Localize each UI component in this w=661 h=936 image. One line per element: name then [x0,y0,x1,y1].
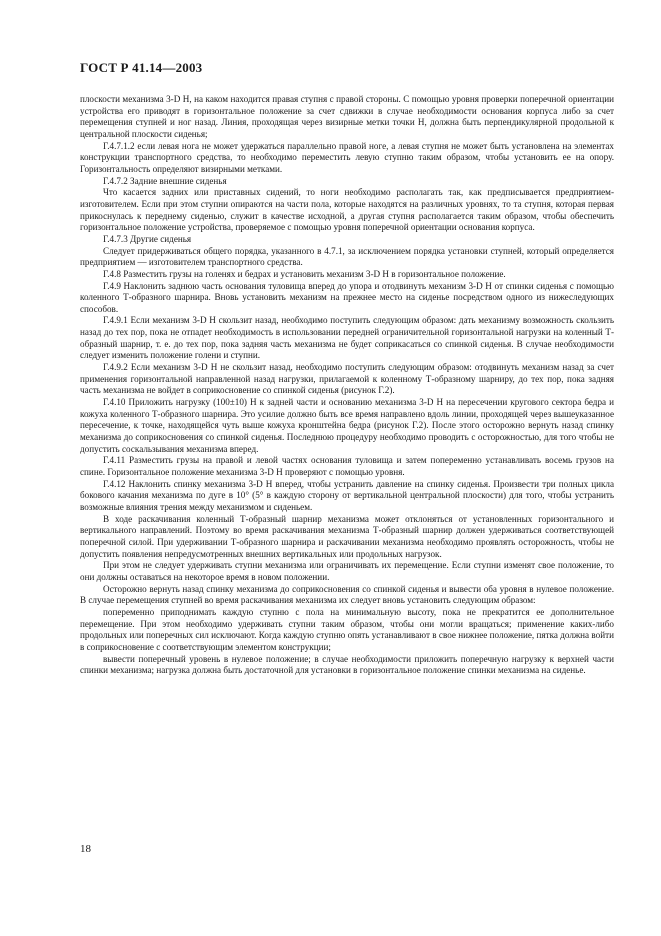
paragraph: Г.4.9.2 Если механизм 3-D Н не скользит назад, необходимо поступить следующим образом: отодвинуть механизм назад за счет применения горизонтальной направленной назад нагрузки, прилагаемой к коленному Т-образному шарниру, до тех пор, пока задняя часть механизма не войдет в соприкосновение со спинкой сиденья (рисунок Г.2). [80,362,614,396]
page-number: 18 [80,843,91,855]
paragraph: Г.4.8 Разместить грузы на голенях и бедрах и установить механизм 3-D Н в горизонтальное положение. [103,268,506,279]
paragraph: Г.4.10 Приложить нагрузку (100±10) Н к задней части и основанию механизма 3-D Н на пересечении кругового сектора бедра и кожуха коленного Т-образного шарнира. Это усилие должно быть все время направлено вдоль линии, проходящей через вышеуказанное пересечение, к точке, находящейся чуть выше кожуха кронштейна бедра (рисунок Г.2). После этого осторожно вернуть назад спинку механизма до соприкосновения со спинкой сиденья. Последнюю процедуру необходимо проводить с осторожностью, для того чтобы не допустить соскальзывания механизма вперед. [80,397,614,454]
paragraph: вывести поперечный уровень в нулевое положение; в случае необходимости приложить поперечную нагрузку к верхней части спинки механизма; нагрузка должна быть достаточной для установки в горизонтальное положение спинки механизма на сиденье. [80,653,614,676]
paragraph: Следует придерживаться общего порядка, указанного в 4.7.1, за исключением порядка установки ступней, который определяется предприятием — изготовителем транспортного средства. [80,245,614,268]
paragraph: Осторожно вернуть назад спинку механизма до соприкосновения со спинкой сиденья и вывести оба уровня в нулевое положение. В случае перемещения ступней во время раскачивания механизма их следует вновь установить следующим образом: [80,583,614,606]
paragraph: Г.4.7.1.2 если левая нога не может удержаться параллельно правой ноге, а левая ступня не может быть установлена на элементах конструкции транспортного средства, то необходимо переместить левую ступню таким образом, чтобы установить ее на опору. Горизонтальность определяют визирными метками. [80,140,614,174]
paragraph: плоскости механизма 3-D Н, на каком находится правая ступня с правой стороны. С помощью уровня проверки поперечной ориентации устройства его приводят в горизонтальное положение за счет сдвижки в случае необходимости основания корпуса либо за счет перемещения ступней и ног назад. Линия, проходящая через визирные метки точки Н, должна быть перпендикулярной продольной к центральной плоскости сиденья; [80,94,614,139]
paragraph: В ходе раскачивания коленный Т-образный шарнир механизма может отклоняться от установленных горизонтального и вертикального направлений. Поэтому во время раскачивания механизма Т-образный шарнир должен удерживаться соответствующей поперечной силой. При удерживании Т-образного шарнира и раскачивании механизма необходимо проявлять осторожность, чтобы не допустить появления непредусмотренных внешних вертикальных или продольных нагрузок. [80,513,614,559]
section-heading: Г.4.7.3 Другие сиденья [103,233,192,244]
paragraph: Г.4.9.1 Если механизм 3-D Н скользит назад, необходимо поступить следующим образом: дать механизму возможность скользить назад до тех пор, пока не отпадет необходимость в использовании передней ограничительной горизонтальной нагрузки на коленный Т-образный шарнир, т. е. до тех пор, пока задняя часть механизма не будет соприкасаться со спинкой сиденья. В случае необходимости следует изменить положение голени и ступни. [80,315,614,361]
paragraph: Г.4.9 Наклонить заднюю часть основания туловища вперед до упора и отодвинуть механизм 3-D Н от спинки сиденья с помощью коленного Т-образного шарнира. Вновь установить механизм на прежнее место на сиденье посредством одного из нижеследующих способов. [80,280,614,314]
section-heading: Г.4.7.2 Задние внешние сиденья [103,175,227,186]
document-header: ГОСТ Р 41.14—2003 [80,60,203,75]
paragraph: Г.4.12 Наклонить спинку механизма 3-D Н вперед, чтобы устранить давление на спинку сиденья. Произвести три полных цикла бокового качания механизма по дуге в 10° (5° в каждую сторону от вертикальной центральной плоскости) для того, чтобы устранить возможные влияния трения между механизмом и сиденьем. [80,478,614,512]
paragraph: При этом не следует удерживать ступни механизма или ограничивать их перемещение. Если ступни изменят свое положение, то они должны оставаться на некоторое время в новом положении. [80,560,614,582]
paragraph: Г.4.11 Разместить грузы на правой и левой частях основания туловища и затем попеременно устанавливать восемь грузов на спине. Горизонтальное положение механизма 3-D Н проверяют с помощью уровня. [80,455,614,477]
paragraph: попеременно приподнимать каждую ступню с пола на минимальную высоту, пока не прекратится ее дополнительное перемещение. При этом необходимо удерживать ступни таким образом, чтобы они могли вращаться; применение каких-либо продольных или поперечных сил исключают. Когда каждую ступню опять устанавливают в свое нижнее положение, пятка должна войти в соприкосновение с соответствующим элементом конструкции; [80,606,614,652]
body-text [80,94,614,677]
paragraph: Что касается задних или приставных сидений, то ноги необходимо располагать так, как предписывается предприятием-изготовителем. Если при этом ступни опираются на части пола, которые находятся на различных уровнях, то та ступня, которая первая прикоснулась к переднему сиденью, служит в качестве исходной, а другая ступня располагается таким образом, чтобы обеспечить горизонтальное положение устройства, проверяемое с помощью уровня поперечной ориентации основания корпуса. [80,187,614,233]
